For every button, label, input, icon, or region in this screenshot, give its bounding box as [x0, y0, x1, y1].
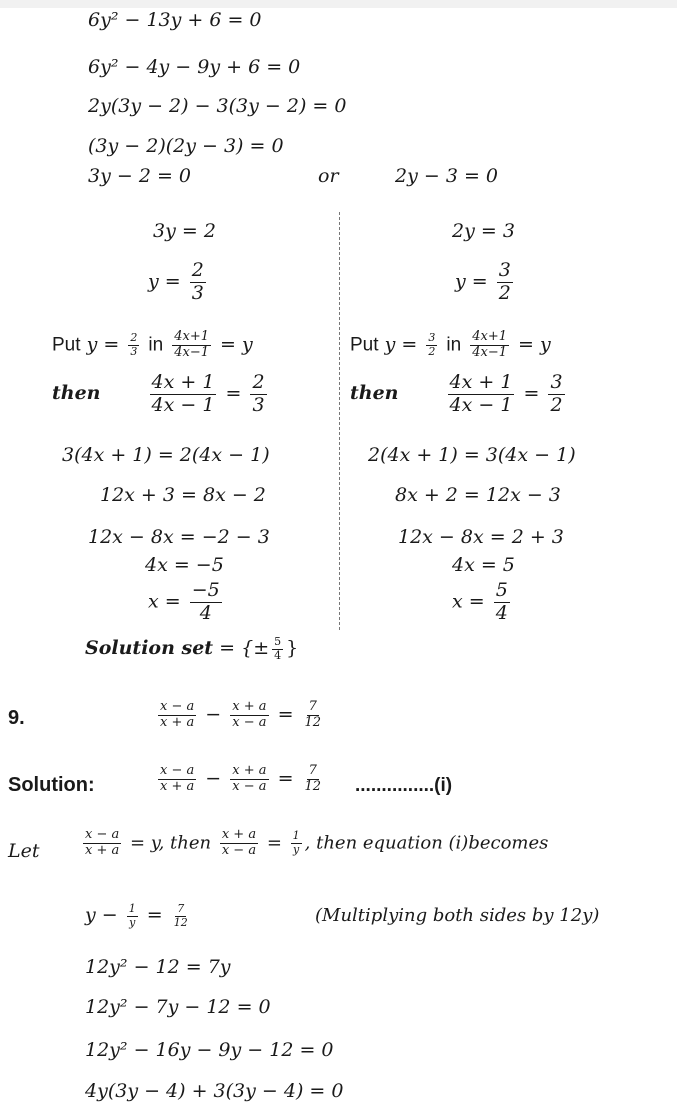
right-step-3: 12x − 8x = 2 + 3: [398, 526, 564, 548]
left-step-2: 12x + 3 = 8x − 2: [100, 484, 266, 506]
sol-c-den: 12: [304, 778, 322, 794]
y-lead: y −: [85, 904, 118, 927]
left-then-num: 4x + 1: [151, 371, 215, 393]
equation-line-5-right: 2y − 3 = 0: [395, 165, 498, 187]
left-x-value: [148, 580, 225, 625]
left-x-num: −5: [191, 579, 220, 601]
left-step-4: 4x = −5: [145, 554, 224, 576]
left-y-value: [148, 260, 209, 305]
y-b-num: 7: [177, 902, 185, 915]
tail-line-2: 12y² − 7y − 12 = 0: [85, 996, 271, 1018]
let-a-num: x − a: [85, 827, 120, 842]
left-put-expression: [172, 330, 211, 361]
right-put-in: in: [446, 334, 462, 356]
solution-set-close: }: [286, 637, 299, 660]
equation-line-2: 6y² − 4y − 9y + 6 = 0: [88, 56, 301, 78]
left-y-den: 3: [191, 281, 204, 304]
left-put-in: in: [148, 334, 164, 356]
right-then-rnum: 3: [550, 371, 563, 393]
let-frac-a: [83, 828, 121, 859]
q9-minus: −: [205, 703, 222, 726]
right-then-rden: 2: [550, 393, 563, 416]
right-then-rhs: [548, 372, 564, 417]
sol-b-num: x + a: [232, 763, 267, 778]
right-put-word: Put: [350, 334, 379, 356]
sol-eq: =: [277, 767, 294, 790]
sol-a-num: x − a: [160, 763, 195, 778]
q9-a-den: x + a: [160, 714, 195, 730]
left-then-rden: 3: [252, 393, 265, 416]
tail-line-3: 12y² − 16y − 9y − 12 = 0: [85, 1039, 334, 1061]
left-then-den: 4x − 1: [151, 393, 215, 416]
y-frac-a: [127, 903, 138, 929]
question-equation: [155, 700, 326, 731]
y-a-den: y: [129, 915, 136, 929]
question-number: 9.: [8, 707, 25, 729]
equation-tag: ...............(i): [355, 775, 453, 796]
right-x-label: x =: [452, 590, 485, 613]
left-y-label: y =: [148, 270, 181, 293]
left-then-line: [52, 372, 270, 417]
equation-line-4: (3y − 2)(2y − 3) = 0: [88, 135, 284, 157]
right-x-den: 4: [495, 601, 508, 624]
left-then-fraction: [150, 372, 217, 417]
top-band: [0, 0, 677, 8]
right-put-y: y =: [384, 333, 418, 356]
q9-c-den: 12: [304, 714, 322, 730]
left-then-word: then: [52, 382, 101, 405]
left-step-3: 12x − 8x = −2 − 3: [88, 526, 270, 548]
sol-c-num: 7: [308, 763, 317, 778]
let-r-den: y: [293, 842, 300, 856]
left-put-num: 2: [130, 331, 138, 345]
right-step-2: 8x + 2 = 12x − 3: [395, 484, 561, 506]
right-then-fraction: [448, 372, 515, 417]
let-tail: , then equation (i)becomes: [304, 832, 549, 854]
y-b-den: 12: [173, 915, 188, 929]
left-then-rnum: 2: [252, 371, 265, 393]
right-y-num: 3: [498, 259, 511, 281]
let-then-y: = y, then: [129, 832, 212, 854]
q9-a-num: x − a: [160, 699, 195, 714]
left-put-word: Put: [52, 334, 81, 356]
left-x-den: 4: [199, 601, 212, 624]
solution-heading: Solution:: [8, 774, 95, 796]
right-x-num: 5: [495, 579, 508, 601]
left-put-fnum: 4x+1: [174, 329, 209, 344]
let-b-num: x + a: [221, 827, 257, 842]
sol-frac-b: [230, 764, 268, 795]
right-y-label: y =: [455, 270, 488, 293]
y-equation: [85, 903, 193, 929]
right-put-eq: = y: [518, 333, 551, 356]
left-put-fden: 4x−1: [174, 344, 209, 360]
right-y-den: 2: [498, 281, 511, 304]
let-a-den: x + a: [85, 842, 120, 858]
sol-frac-c: [303, 764, 324, 795]
left-put-eq: = y: [220, 333, 253, 356]
right-y-value: [455, 260, 516, 305]
let-frac-r: [291, 830, 302, 856]
let-equation: [80, 828, 548, 859]
right-put-fnum: 4x+1: [472, 329, 507, 344]
right-put-line: [350, 330, 551, 361]
solution-set-eq: = {±: [219, 637, 270, 660]
equation-line-1: 6y² − 13y + 6 = 0: [88, 9, 262, 31]
right-step-1: 2(4x + 1) = 3(4x − 1): [368, 444, 576, 466]
left-then-rhs: [250, 372, 266, 417]
tail-line-1: 12y² − 12 = 7y: [85, 956, 231, 978]
right-then-num: 4x + 1: [449, 371, 513, 393]
left-x-fraction: [190, 580, 222, 625]
right-put-fden: 4x−1: [472, 344, 507, 360]
right-then-eq: =: [523, 382, 540, 405]
let-frac-b: [220, 828, 258, 859]
let-r-num: 1: [292, 829, 300, 843]
let-b-den: x − a: [221, 842, 257, 858]
sol-a-den: x + a: [160, 778, 195, 794]
right-put-num: 3: [428, 331, 436, 345]
solution-set-den: 4: [274, 648, 282, 662]
right-eq-2y: 2y = 3: [452, 220, 515, 242]
left-eq-3y: 3y = 2: [153, 220, 216, 242]
let-eq: =: [266, 832, 282, 854]
right-x-value: [452, 580, 513, 625]
sol-minus: −: [205, 767, 222, 790]
q9-b-den: x − a: [232, 714, 267, 730]
q9-frac-b: [230, 700, 268, 731]
multiplying-note: (Multiplying both sides by 12y): [315, 905, 600, 926]
y-frac-b: [172, 903, 190, 929]
solution-set-fraction: [272, 636, 283, 662]
equation-or: or: [318, 165, 339, 187]
solution-equation: [155, 764, 326, 795]
let-word: Let: [8, 840, 40, 862]
y-a-num: 1: [128, 902, 136, 915]
left-y-fraction: [190, 260, 206, 305]
right-then-line: [350, 372, 568, 417]
left-put-den: 3: [130, 344, 138, 358]
solution-set-line: [85, 636, 298, 662]
right-then-den: 4x − 1: [449, 393, 513, 416]
right-put-den: 2: [428, 344, 436, 358]
solution-set-num: 5: [274, 635, 282, 648]
q9-eq: =: [277, 703, 294, 726]
q9-c-num: 7: [308, 699, 317, 714]
tail-line-4: 4y(3y − 4) + 3(3y − 4) = 0: [85, 1080, 344, 1102]
solution-set-label: Solution set: [85, 637, 214, 660]
y-eq: =: [146, 904, 163, 927]
q9-frac-c: [303, 700, 324, 731]
left-x-label: x =: [148, 590, 181, 613]
left-step-1: 3(4x + 1) = 2(4x − 1): [62, 444, 270, 466]
left-put-line: [52, 330, 253, 361]
equation-line-3: 2y(3y − 2) − 3(3y − 2) = 0: [88, 95, 347, 117]
column-divider: [339, 212, 340, 630]
left-then-eq: =: [225, 382, 242, 405]
equation-line-5-left: 3y − 2 = 0: [88, 165, 191, 187]
right-put-fraction: [426, 332, 437, 358]
sol-frac-a: [158, 764, 196, 795]
right-then-word: then: [350, 382, 399, 405]
left-y-num: 2: [191, 259, 204, 281]
right-step-4: 4x = 5: [452, 554, 515, 576]
right-put-expression: [470, 330, 509, 361]
sol-b-den: x − a: [232, 778, 267, 794]
q9-frac-a: [158, 700, 196, 731]
right-y-fraction: [497, 260, 513, 305]
right-x-fraction: [494, 580, 510, 625]
left-put-y: y =: [86, 333, 120, 356]
left-put-fraction: [128, 332, 139, 358]
q9-b-num: x + a: [232, 699, 267, 714]
